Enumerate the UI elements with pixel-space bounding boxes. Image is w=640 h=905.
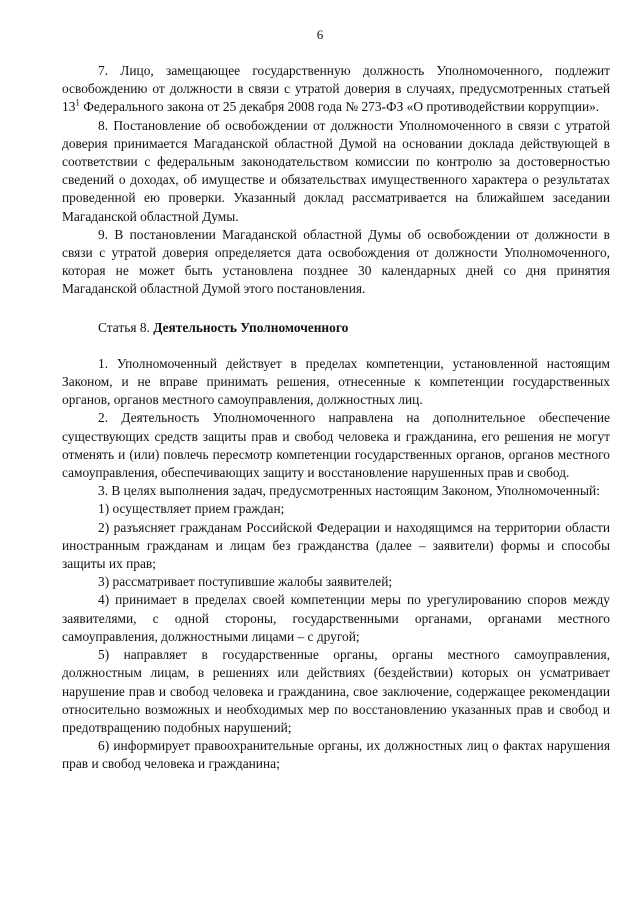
document-body — [62, 62, 610, 774]
article-heading — [62, 319, 610, 337]
paragraph-9-text: 9. В постановлении Магаданской областной Думы об освобождении от должности в связи с утратой доверия определяется дата освобождения от должности Уполномоченного, которая не может быть установлена позднее 30 календарных дней со дня принятия Магаданской областной Думой этого постановления. — [62, 226, 610, 297]
paragraph-7 — [62, 62, 610, 117]
art8-item-3: 3) рассматривает поступившие жалобы заявителей; — [98, 574, 393, 590]
paragraph-8-text: 8. Постановление об освобождении от должности Уполномоченного в связи с утратой доверия принимается Магаданской областной Думой на основании доклада действующей в соответствии с федеральным законодательством комиссии по контролю за достоверностью сведений о доходах, об имуществе и обязательствах имущественного характера о результатах проведенной ею проверки. Указанный доклад рассматривается на ближайшем заседании Магаданской областной Думы. — [62, 117, 610, 224]
paragraph-7-text-end: Федерального закона от 25 декабря 2008 года № 273-ФЗ «О противодействии коррупции». — [79, 99, 600, 115]
paragraph-9 — [62, 226, 610, 299]
art8-item-4: 4) принимает в пределах своей компетенции меры по урегулированию споров между заявителями, с одной стороны, государственными органами, органами местного самоуправления, должностными лицами – с другой; — [62, 592, 610, 644]
article-superscript: 1 — [75, 97, 80, 108]
paragraph-8 — [62, 117, 610, 226]
article-title: Деятельность Уполномоченного — [153, 319, 349, 335]
art8-paragraph-3: 3. В целях выполнения задач, предусмотренных настоящим Законом, Уполномоченный: — [98, 483, 600, 499]
art8-item-2: 2) разъясняет гражданам Российской Федерации и находящимся на территории области иностранным гражданам и лицам без гражданства (далее – заявители) формы и способы защиты их прав; — [62, 519, 610, 572]
paragraph-7-text: 7. Лицо, замещающее государственную должность Уполномоченного, подлежит освобождению от должности в связи с утратой доверия в случаях, предусмотренных статьей 13 — [62, 63, 610, 115]
page-number: 6 — [316, 27, 324, 42]
art8-item-1: 1) осуществляет прием граждан; — [98, 501, 285, 517]
art8-item-5: 5) направляет в государственные органы, органы местного самоуправления, должностным лицам, в решениях или действиях (бездействии) которых он усматривает нарушение прав и свобод человека и гражданина, свое заключение, содержащее рекомендации относительно возможных и необходимых мер по восстановлению указанных прав и свобод и предотвращению подобных нарушений; — [62, 647, 610, 735]
article-number: Статья 8. — [98, 319, 154, 335]
art8-item-6: 6) информирует правоохранительные органы, их должностных лиц о фактах нарушения прав и свобод человека и гражданина; — [62, 738, 610, 772]
art8-paragraph-2: 2. Деятельность Уполномоченного направлена на дополнительное обеспечение существующих средств защиты прав и свобод человека и гражданина, его решения не могут отменять и (или) повлечь пересмотр компетенции государственных органов, органов местного самоуправления, обеспечивающих защиту и восстановление нарушенных прав и свобод. — [62, 410, 610, 481]
art8-paragraph-1: 1. Уполномоченный действует в пределах компетенции, установленной настоящим Законом, и не вправе принимать решения, отнесенные к компетенции государственных органов, органов местного самоуправления, должностных лиц. — [62, 355, 610, 408]
